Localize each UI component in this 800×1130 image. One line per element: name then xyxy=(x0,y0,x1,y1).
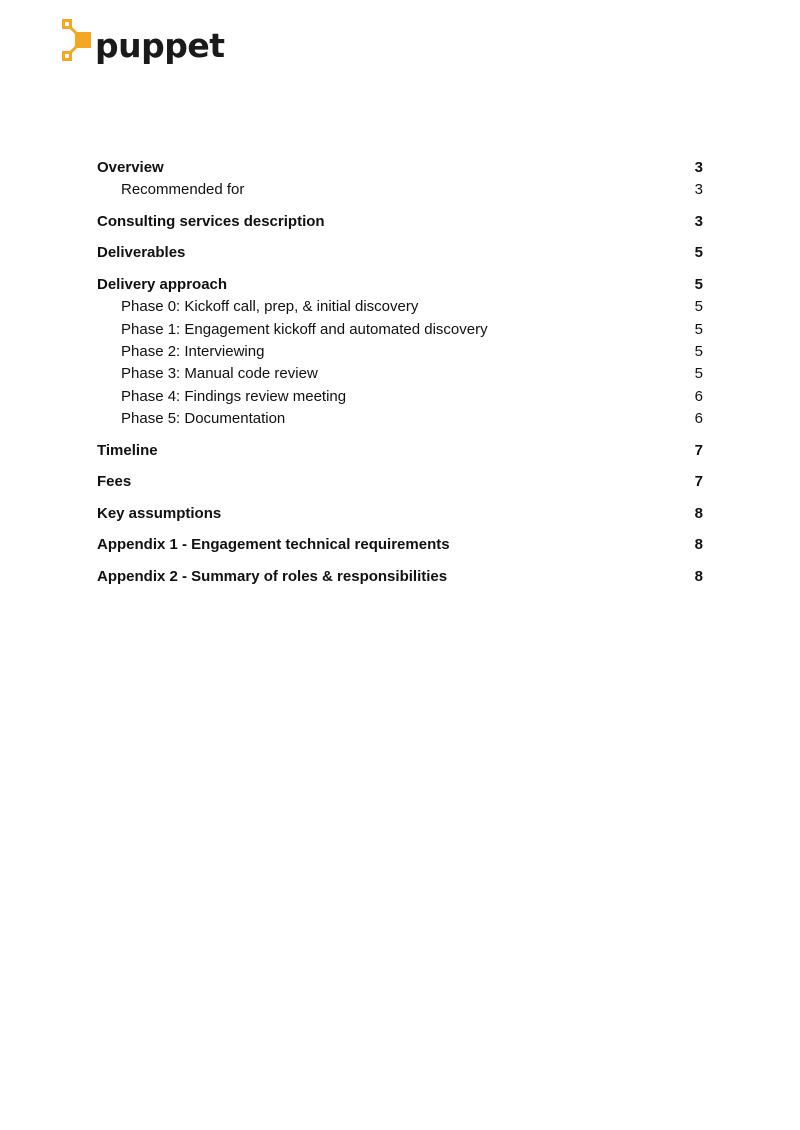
toc-section-link[interactable] xyxy=(97,243,703,263)
toc-section-link[interactable] xyxy=(97,567,703,587)
toc-entry-page-number: 5 xyxy=(694,275,703,293)
toc-entry-title: Recommended for xyxy=(121,181,245,199)
toc-entry-page-number: 6 xyxy=(694,387,703,405)
toc-subsection-link[interactable] xyxy=(97,320,703,340)
toc-entry-title: Phase 2: Interviewing xyxy=(121,343,265,361)
toc-entry-title: Appendix 2 - Summary of roles & responsibilities xyxy=(97,567,448,585)
toc-entry-page-number: 5 xyxy=(694,365,703,383)
toc-section-link[interactable] xyxy=(97,158,703,178)
toc-entry-title: Fees xyxy=(97,473,132,491)
toc-entry-page-number: 8 xyxy=(694,504,703,522)
toc-subsection-link[interactable] xyxy=(97,409,703,429)
toc-subsection-link[interactable] xyxy=(97,297,703,317)
toc-entry-page-number: 5 xyxy=(694,320,703,338)
toc-section-link[interactable] xyxy=(97,535,703,555)
toc-entry-page-number: 7 xyxy=(694,441,703,459)
toc-entry-page-number: 3 xyxy=(694,212,703,230)
toc-subsection-link[interactable] xyxy=(97,364,703,384)
toc-entry-page-number: 7 xyxy=(694,473,703,491)
toc-entry-page-number: 8 xyxy=(694,536,703,554)
logo-wordmark: puppet xyxy=(95,26,225,65)
toc-subsection-link[interactable] xyxy=(97,342,703,362)
toc-section-link[interactable] xyxy=(97,472,703,492)
toc-entry-title: Overview xyxy=(97,159,164,176)
toc-entry-title: Deliverables xyxy=(97,244,186,262)
toc-section-link[interactable] xyxy=(97,275,703,295)
toc-section-link[interactable] xyxy=(97,441,703,461)
toc-entry-page-number: 5 xyxy=(694,244,703,262)
toc-entry-title: Timeline xyxy=(97,441,158,459)
toc-entry-title: Phase 5: Documentation xyxy=(121,410,286,428)
toc-entry-page-number: 3 xyxy=(694,181,703,199)
toc-section-link[interactable] xyxy=(97,212,703,232)
toc-section-link[interactable] xyxy=(97,504,703,524)
toc-subsection-link[interactable] xyxy=(97,387,703,407)
puppet-logo xyxy=(61,18,225,74)
table-of-contents xyxy=(97,158,703,587)
toc-entry-title: Phase 3: Manual code review xyxy=(121,365,318,383)
toc-subsection-link[interactable] xyxy=(97,180,703,200)
toc-entry-page-number: 8 xyxy=(694,567,703,585)
puppet-logo-icon xyxy=(61,18,93,62)
toc-entry-page-number: 3 xyxy=(694,159,703,176)
toc-entry-title: Key assumptions xyxy=(97,504,222,522)
toc-entry-title: Phase 0: Kickoff call, prep, & initial discovery xyxy=(121,298,419,316)
toc-entry-title: Delivery approach xyxy=(97,275,228,293)
toc-entry-title: Phase 4: Findings review meeting xyxy=(121,387,347,405)
toc-entry-title: Phase 1: Engagement kickoff and automated discovery xyxy=(121,320,488,338)
toc-entry-title: Appendix 1 - Engagement technical requirements xyxy=(97,536,450,554)
toc-entry-page-number: 5 xyxy=(694,298,703,316)
toc-entry-page-number: 6 xyxy=(694,410,703,428)
toc-entry-page-number: 5 xyxy=(694,343,703,361)
toc-entry-title: Consulting services description xyxy=(97,212,325,230)
